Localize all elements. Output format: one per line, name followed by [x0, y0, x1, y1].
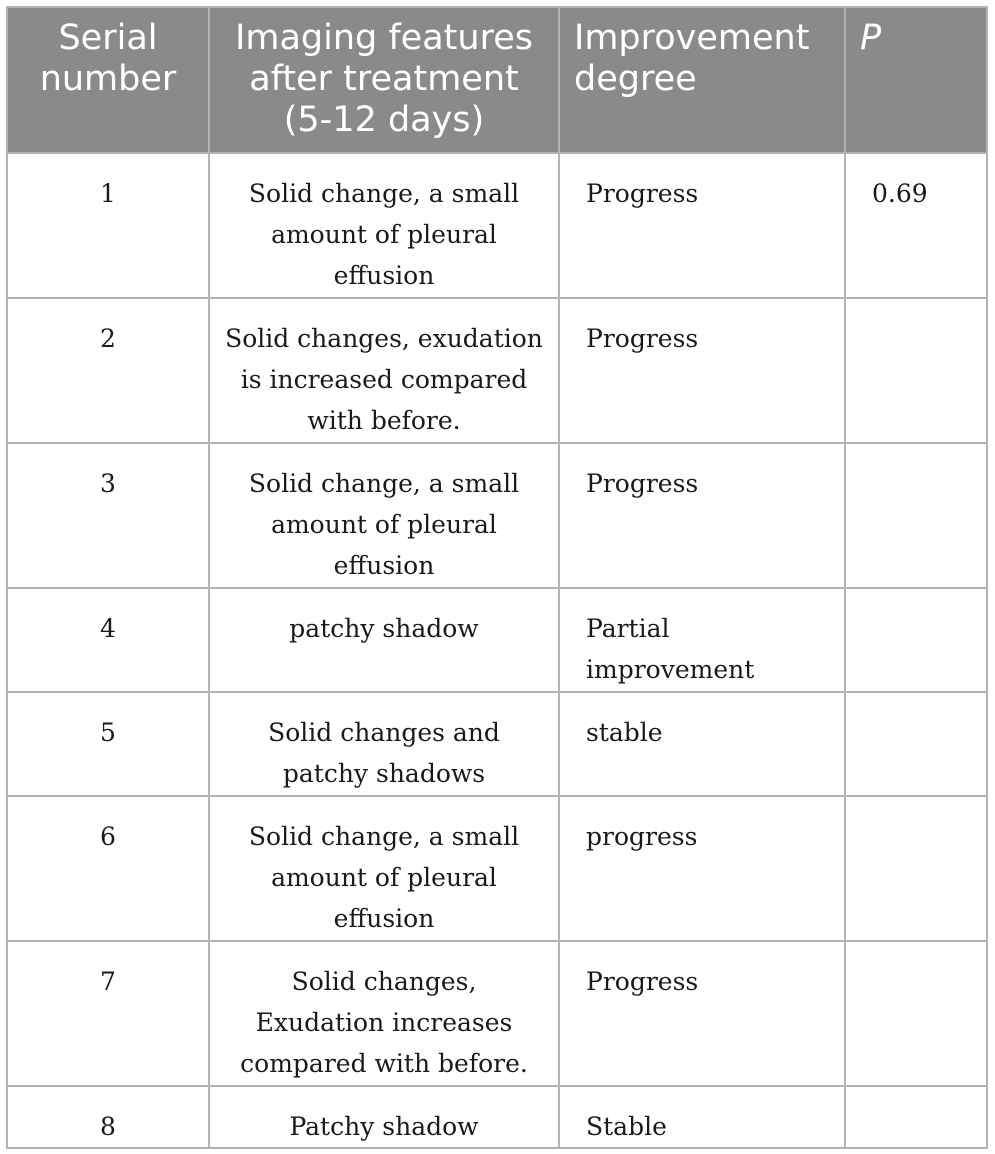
improvement-cell: Stable — [559, 1086, 845, 1148]
table-row — [7, 692, 987, 796]
p-value-cell — [845, 941, 987, 1086]
p-value-cell — [845, 588, 987, 692]
header-p-value: P — [845, 7, 987, 153]
table-row — [7, 941, 987, 1086]
serial-cell: 1 — [7, 153, 209, 298]
imaging-results-table — [6, 6, 988, 1149]
p-value-cell: 0.69 — [845, 153, 987, 298]
improvement-cell: Progress — [559, 941, 845, 1086]
header-improvement-degree: Improvement degree — [559, 7, 845, 153]
table-row — [7, 588, 987, 692]
imaging-cell: Solid change, a small amount of pleural effusion — [209, 796, 559, 941]
serial-cell: 2 — [7, 298, 209, 443]
serial-cell: 3 — [7, 443, 209, 588]
improvement-cell: stable — [559, 692, 845, 796]
p-value-cell — [845, 796, 987, 941]
table-row — [7, 153, 987, 298]
serial-cell: 5 — [7, 692, 209, 796]
imaging-cell: Solid changes, exudation is increased compared with before. — [209, 298, 559, 443]
imaging-cell: Solid changes and patchy shadows — [209, 692, 559, 796]
improvement-cell: Progress — [559, 153, 845, 298]
improvement-cell: progress — [559, 796, 845, 941]
serial-cell: 4 — [7, 588, 209, 692]
serial-cell: 7 — [7, 941, 209, 1086]
p-value-cell — [845, 692, 987, 796]
table-row — [7, 443, 987, 588]
header-row — [7, 7, 987, 153]
imaging-cell: Patchy shadow — [209, 1086, 559, 1148]
improvement-cell: Progress — [559, 443, 845, 588]
serial-cell: 8 — [7, 1086, 209, 1148]
imaging-cell: patchy shadow — [209, 588, 559, 692]
imaging-cell: Solid change, a small amount of pleural effusion — [209, 443, 559, 588]
header-serial-number: Serial number — [7, 7, 209, 153]
table-row — [7, 298, 987, 443]
table-row — [7, 796, 987, 941]
improvement-cell: Progress — [559, 298, 845, 443]
imaging-cell: Solid change, a small amount of pleural effusion — [209, 153, 559, 298]
improvement-cell: Partial improvement — [559, 588, 845, 692]
serial-cell: 6 — [7, 796, 209, 941]
table-row — [7, 1086, 987, 1148]
p-value-cell — [845, 1086, 987, 1148]
p-value-cell — [845, 298, 987, 443]
header-imaging-features: Imaging features after treatment (5-12 days) — [209, 7, 559, 153]
p-value-cell — [845, 443, 987, 588]
imaging-cell: Solid changes, Exudation increases compared with before. — [209, 941, 559, 1086]
